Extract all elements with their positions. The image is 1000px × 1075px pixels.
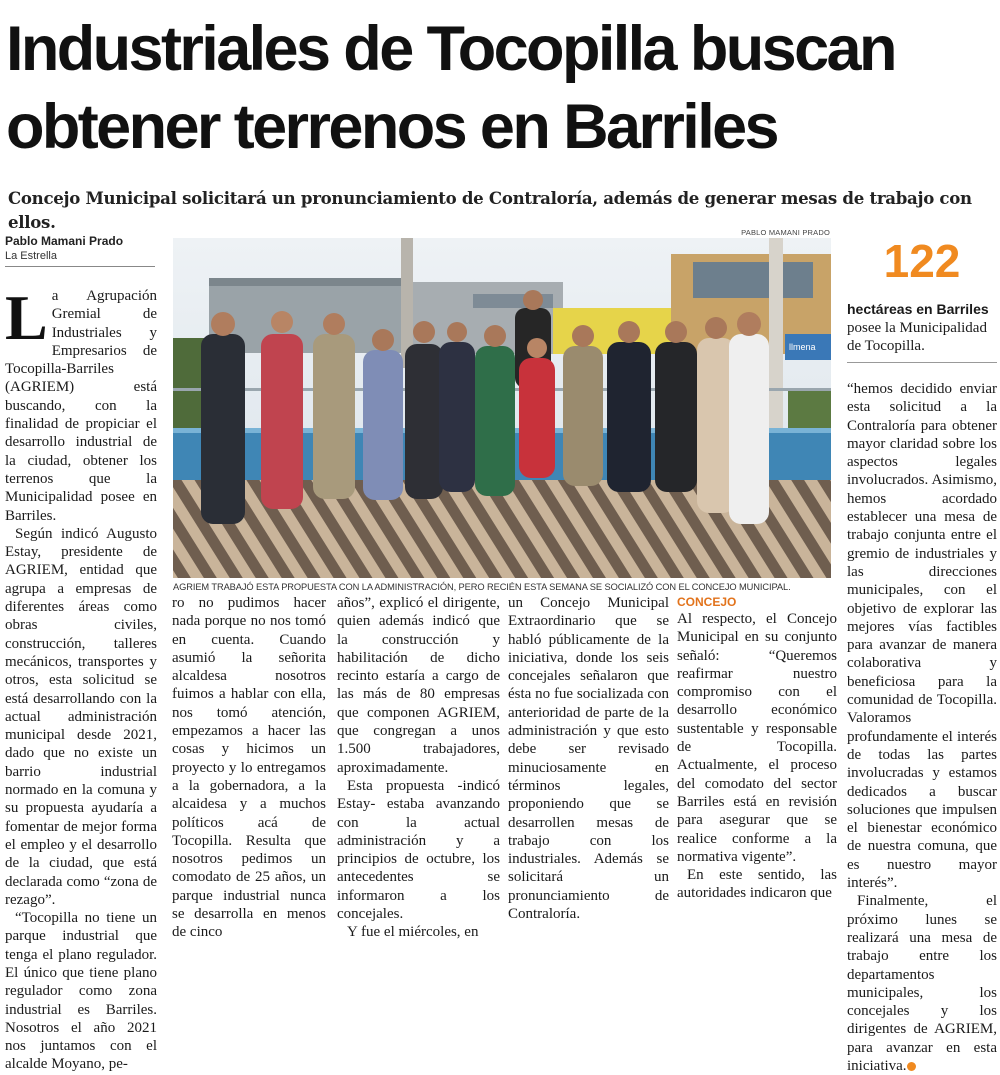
stat-bold-text: hectáreas en Barriles bbox=[847, 301, 989, 317]
paragraph: a Agrupación Gremial de Industriales y Empresarios de Tocopilla-Barriles (AGRIEM) está buscando, con la finalidad de propiciar el desarrollo industrial de la ciudad, obtener los terrenos que la Municipalidad posee en Barriles. bbox=[5, 288, 157, 524]
paragraph-text: Finalmente, el próximo lunes se realizará una mesa de trabajo entre los departamentos municipales, los concejales y los dirigentes de AGRIEM, para avanzar en esta iniciativa. bbox=[847, 893, 997, 1074]
headline: Industriales de Tocopilla buscan obtener terrenos en Barriles bbox=[6, 14, 895, 162]
body-column-5 bbox=[677, 594, 837, 902]
photo-sign-text: llmena bbox=[789, 342, 816, 352]
stat-description bbox=[847, 300, 999, 355]
paragraph: “Tocopilla no tiene un parque industrial que tenga el plano regulador. El único que tiene plano regulador como zona industrial es Barriles. Nosotros el año 2021 nos juntamos con el alcalde Moyano, pe- bbox=[5, 910, 157, 1073]
body-column-6 bbox=[847, 380, 997, 1074]
group-photo-illustration bbox=[173, 238, 831, 578]
drop-cap: L bbox=[5, 282, 48, 353]
paragraph: ro no pudimos hacer nada porque no nos tomó en cuenta. Cuando asumió la señorita alcaldesa nosotros fuimos a hablar con ella, nos tomó atención, empezamos a hacer las cosas y hicimos un proyecto y lo entregamos a la gobernadora, a la alcaidesa y a muchos políticos acá de Tocopilla. Resulta que nosotros pedimos un comodato de 25 años, un parque industrial nunca se desarrolla en menos de cinco bbox=[172, 595, 326, 941]
section-label: CONCEJO bbox=[677, 595, 737, 609]
stat-number: 122 bbox=[883, 235, 961, 287]
body-column-4 bbox=[508, 594, 669, 923]
byline bbox=[5, 234, 157, 263]
paragraph: Y fue el miércoles, en bbox=[347, 924, 479, 941]
body-column-2 bbox=[172, 594, 326, 941]
photo-caption: AGRIEM TRABAJÓ ESTA PROPUESTA CON LA ADMINISTRACIÓN, PERO RECIÉN ESTA SEMANA SE SOCIALIZÓ CON EL CONCEJO MUNICIPAL. bbox=[173, 582, 791, 592]
byline-divider bbox=[5, 266, 155, 267]
paragraph: En este sentido, las autoridades indicaron que bbox=[677, 867, 837, 902]
end-of-article-icon bbox=[907, 1062, 916, 1071]
paragraph bbox=[847, 892, 997, 1075]
paragraph: Según indicó Augusto Estay, presidente de AGRIEM, entidad que agrupa a empresas de diferentes áreas como obras civiles, construcción, talleres mecánicos, transportes y otros, esta solicitud se está desarrollando con la actual administración municipal desde 2021, dado que no existe un barrio industrial normado en la comuna y su propuesta ayudaría a fomentar de mejor forma el empleo y el desarrollo de la ciudad, que está declarada como “zona de rezago”. bbox=[5, 525, 157, 908]
paragraph: un Concejo Municipal Extraordinario que se habló públicamente de la iniciativa, donde los seis concejales señalaron que ésta no fue socializada con anterioridad de parte de la administración y que esto debe ser revisado minuciosamente en términos legales, proponiendo que se desarrollen mesas de trabajo con los industriales. Además se solicitará un pronunciamiento de Contraloría. bbox=[508, 595, 669, 923]
paragraph: Esta propuesta -indicó Estay- estaba avanzando con la actual administración y a principios de octubre, los antecedentes se informaron a los concejales. bbox=[337, 777, 500, 923]
subheadline: Concejo Municipal solicitará un pronunciamiento de Contraloría, además de generar mesas de trabajo con ellos. bbox=[8, 188, 972, 232]
group-photo bbox=[173, 238, 831, 578]
publication-name: La Estrella bbox=[5, 250, 57, 262]
author-name: Pablo Mamani Prado bbox=[5, 234, 124, 248]
paragraph: Al respecto, el Concejo Municipal en su conjunto señaló: “Queremos reafirmar nuestro compromiso con el desarrollo económico sustentable y responsable de Tocopilla. Actualmente, el proceso del comodato del sector Barriles está en revisión para asegurar que se realice conforme a la normativa vigente”. bbox=[677, 611, 837, 865]
body-column-1 bbox=[5, 282, 157, 1073]
paragraph: “hemos decidido enviar esta solicitud a la Contraloría para obtener mayor claridad sobre los aspectos legales involucrados. Asimismo, hemos acordado establecer una mesa de trabajo conjunta entre el gremio de industriales y las direcciones municipales, con el objetivo de explorar las mejores vías factibles para avanzar de manera colaborativa y beneficiosa para la comunidad de Tocopilla. Valoramos profundamente el interés de todas las partes involucradas y estamos dedicados a buscar soluciones que impulsen el bienestar económico de nuestra comuna, que es nuestro mayor interés”. bbox=[847, 381, 997, 892]
paragraph: años”, explicó el dirigente, quien además indicó que la construcción y habilitación de dicho recinto estaría a cargo de las más de 80 empresas que componen AGRIEM, que congregan a unos 1.500 trabajadores, aproximadamente. bbox=[337, 595, 500, 776]
stat-divider bbox=[847, 362, 997, 363]
stat-rest-text: posee la Municipalidad de Tocopilla. bbox=[847, 320, 987, 354]
photo-credit: PABLO MAMANI PRADO bbox=[741, 228, 830, 237]
body-column-3 bbox=[337, 594, 500, 941]
